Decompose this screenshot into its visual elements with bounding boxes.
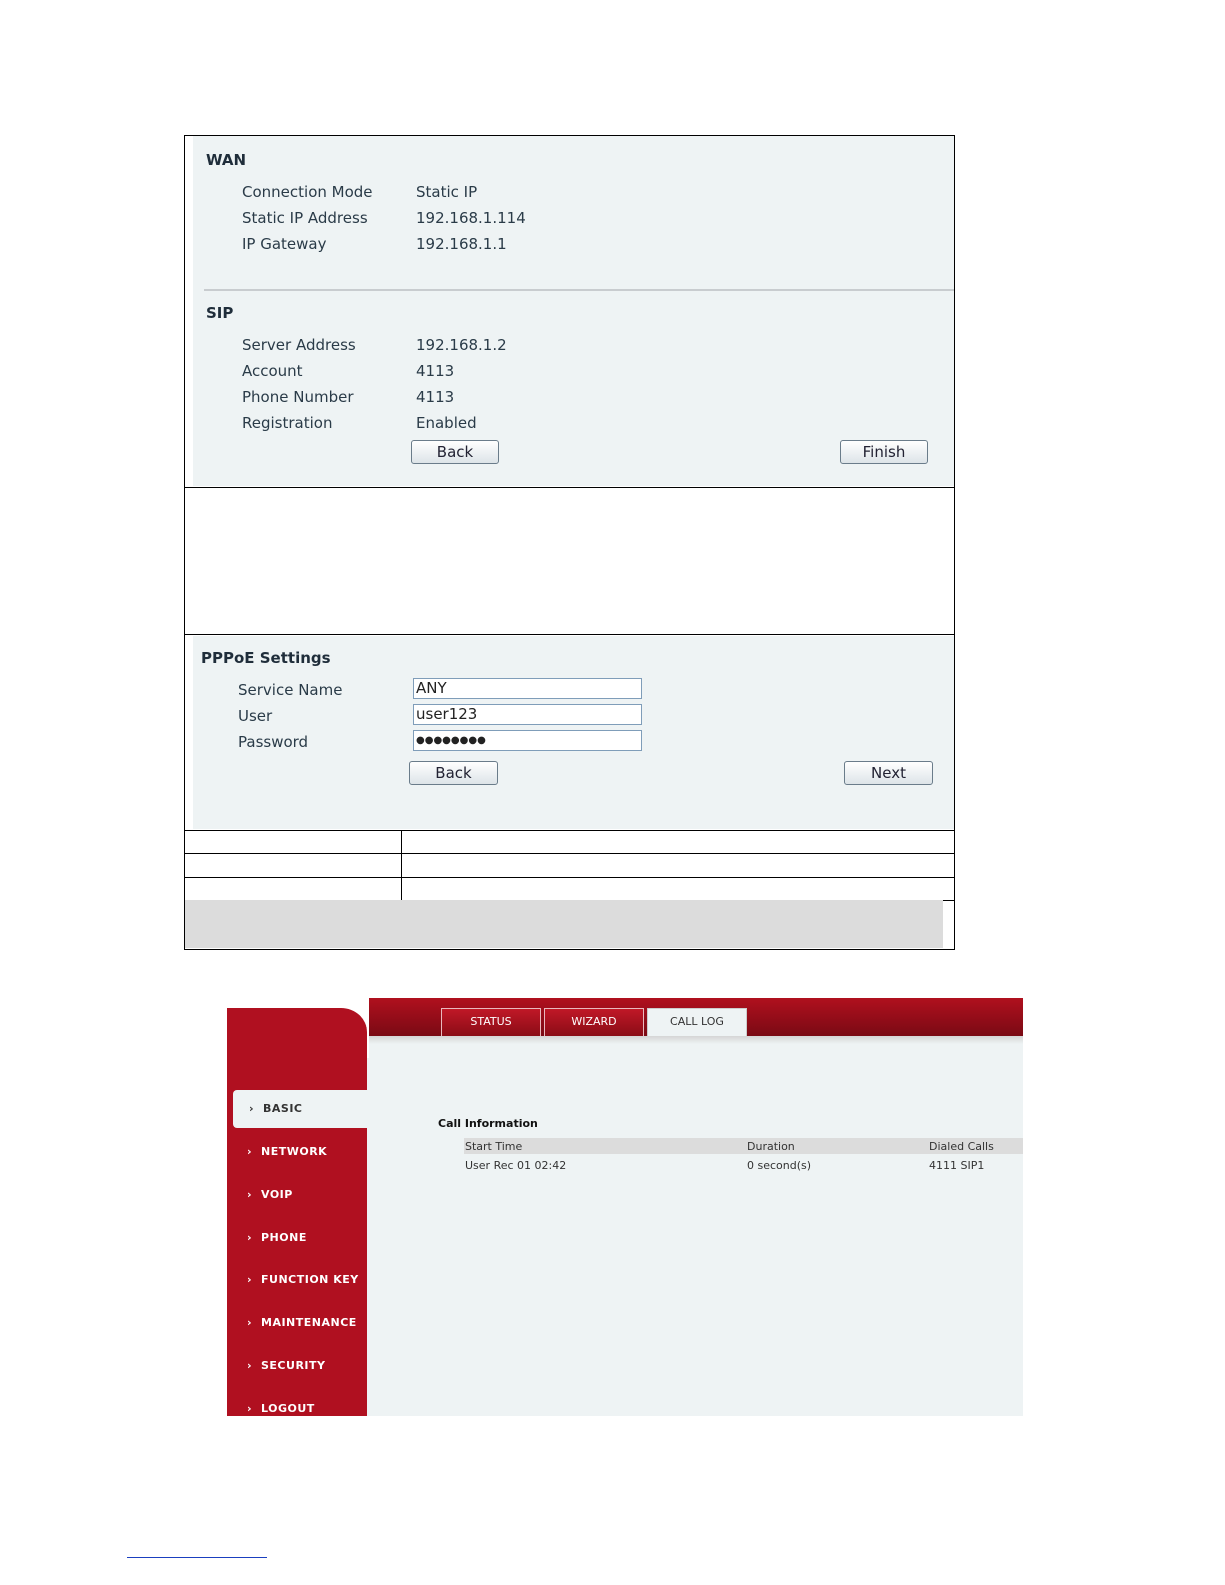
chevron-right-icon: › (247, 1273, 253, 1286)
table-divider (185, 487, 954, 488)
sidebar-item-label: FUNCTION KEY (261, 1273, 359, 1286)
pppoe-title: PPPoE Settings (201, 649, 331, 667)
sidebar-item-network[interactable] (227, 1133, 367, 1171)
chevron-right-icon: › (247, 1231, 253, 1244)
pppoe-settings-panel (193, 636, 954, 829)
sip-section-title: SIP (206, 304, 234, 322)
ip-gateway-label: IP Gateway (242, 235, 327, 253)
chevron-right-icon: › (247, 1402, 253, 1415)
table-divider (185, 634, 954, 635)
sidebar-item-logout[interactable] (227, 1390, 367, 1416)
wizard-summary-panel (193, 136, 954, 486)
column-header-start-time: Start Time (465, 1140, 523, 1153)
sidebar-item-function-key[interactable] (227, 1261, 367, 1299)
phone-number-label: Phone Number (242, 388, 354, 406)
chevron-right-icon: › (249, 1102, 255, 1115)
sidebar-item-label: PHONE (261, 1231, 307, 1244)
user-label: User (238, 707, 273, 725)
call-information-title: Call Information (438, 1117, 538, 1130)
static-ip-label: Static IP Address (242, 209, 368, 227)
user-input[interactable]: user123 (413, 704, 642, 725)
static-ip-value: 192.168.1.114 (416, 209, 526, 227)
call-start-time: User Rec 01 02:42 (465, 1159, 567, 1172)
column-header-dialed-calls: Dialed Calls (929, 1140, 994, 1153)
tab-status[interactable]: STATUS (441, 1008, 541, 1036)
phone-number-value: 4113 (416, 388, 455, 406)
chevron-right-icon: › (247, 1316, 253, 1329)
tab-call-log[interactable]: CALL LOG (647, 1008, 747, 1036)
ip-gateway-value: 192.168.1.1 (416, 235, 507, 253)
finish-button[interactable]: Finish (840, 440, 928, 464)
wan-section-title: WAN (206, 151, 247, 169)
call-duration: 0 second(s) (747, 1159, 812, 1172)
sidebar-item-voip[interactable] (227, 1176, 367, 1214)
table-footer-band (185, 900, 943, 948)
password-input[interactable]: ●●●●●●●● (413, 730, 642, 751)
account-value: 4113 (416, 362, 455, 380)
chevron-right-icon: › (247, 1145, 253, 1158)
sidebar-item-maintenance[interactable] (227, 1304, 367, 1342)
sidebar-item-basic[interactable] (233, 1090, 367, 1128)
chevron-right-icon: › (247, 1188, 253, 1201)
content-shadow (369, 1036, 1023, 1044)
sidebar-item-label: NETWORK (261, 1145, 328, 1158)
service-name-input[interactable]: ANY (413, 678, 642, 699)
sidebar-item-label: LOGOUT (261, 1402, 315, 1415)
back-button[interactable]: Back (411, 440, 499, 464)
connection-mode-value: Static IP (416, 183, 478, 201)
sidebar-item-phone[interactable] (227, 1219, 367, 1257)
service-name-label: Service Name (238, 681, 343, 699)
section-separator (204, 289, 954, 291)
sidebar-item-label: SECURITY (261, 1359, 326, 1372)
back-button[interactable]: Back (409, 761, 498, 785)
server-address-label: Server Address (242, 336, 356, 354)
server-address-value: 192.168.1.2 (416, 336, 507, 354)
table-divider (185, 853, 954, 854)
sidebar-item-label: VOIP (261, 1188, 293, 1201)
call-dialed-number: 4111 SIP1 (929, 1159, 985, 1172)
footer-link-underline (127, 1557, 267, 1558)
tab-wizard[interactable]: WIZARD (544, 1008, 644, 1036)
next-button[interactable]: Next (844, 761, 933, 785)
table-divider (185, 877, 954, 878)
table-divider (185, 830, 954, 831)
sidebar-item-label: MAINTENANCE (261, 1316, 357, 1329)
registration-value: Enabled (416, 414, 477, 432)
chevron-right-icon: › (247, 1359, 253, 1372)
sidebar-item-security[interactable] (227, 1347, 367, 1385)
column-header-duration: Duration (747, 1140, 795, 1153)
call-log-webui (227, 998, 1023, 1416)
sidebar-item-label: BASIC (263, 1102, 303, 1115)
password-label: Password (238, 733, 309, 751)
table-column-divider (401, 830, 402, 900)
registration-label: Registration (242, 414, 333, 432)
account-label: Account (242, 362, 303, 380)
connection-mode-label: Connection Mode (242, 183, 373, 201)
